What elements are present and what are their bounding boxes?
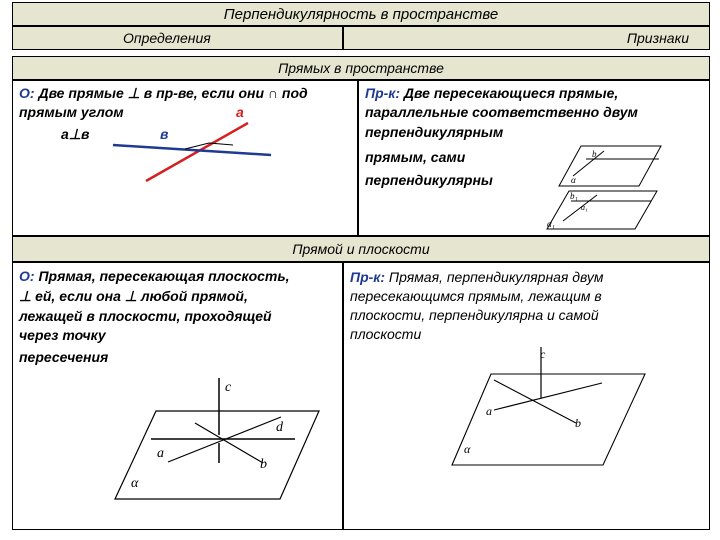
definition2-line1: Прямая, пересекающая плоскость, (34, 268, 290, 284)
line-plane-sign-figure (344, 263, 711, 531)
column-header-signs (343, 26, 710, 50)
definition-line2: прямым углом (19, 104, 124, 120)
right-label-a: a (486, 404, 492, 418)
definition2-line2: ⊥ ей, если она ⊥ любой прямой, (19, 288, 248, 304)
lower-label-alpha1: α₁ (547, 219, 555, 229)
plane-alpha-left (115, 411, 319, 499)
title-bar (12, 2, 710, 26)
section-header-lines (12, 56, 710, 80)
perpendicular-lines-figure (13, 81, 359, 237)
sign2-prefix: Пр-к: (350, 269, 386, 285)
right-label-alpha: α (464, 442, 471, 456)
definition2-line5: пересечения (19, 349, 109, 365)
sign2-line3: плоскости, перпендикулярна и самой (350, 307, 599, 323)
sign2-line4: плоскости (350, 326, 422, 342)
upper-label-b: b (592, 149, 597, 159)
plane-alpha1 (547, 191, 657, 229)
left-label-a: a (157, 446, 164, 461)
sign-line5: перпендикулярны (365, 172, 493, 188)
lower-label-a1: a₁ (581, 203, 588, 212)
lower-line-a1 (563, 195, 597, 221)
sign2-line1: Прямая, перпендикулярная двум (385, 269, 604, 285)
sign-line2: параллельные соответственно двум (365, 104, 638, 120)
sign-line4: прямым, сами (365, 149, 466, 165)
section2-title: Прямой и плоскости (292, 241, 430, 257)
line-a-right (494, 383, 602, 410)
label-b: в (160, 126, 169, 142)
definition-line1: Две прямые ⊥ в пр-ве, если они ∩ под (34, 85, 308, 101)
lines-definition-cell (12, 80, 358, 236)
column-header-right: Признаки (626, 30, 689, 46)
section1-title: Прямых в пространстве (278, 60, 444, 76)
definition2-prefix: О: (19, 268, 35, 284)
definition-prefix: О: (19, 85, 35, 101)
left-label-c: c (225, 380, 232, 395)
column-header-definitions (12, 26, 343, 50)
plane-alpha-right (452, 374, 645, 465)
right-label-b: b (575, 416, 581, 430)
right-label-c: c (540, 347, 546, 361)
upper-label-alpha: α (571, 175, 576, 185)
notation-a-perp-b: а⊥в (61, 126, 90, 142)
lines-sign-cell (358, 80, 710, 236)
definition2-line4: через точку (19, 327, 106, 343)
line-b-left (195, 423, 263, 463)
line-plane-definition-figure (13, 263, 344, 531)
sign-line1: Две пересекающиеся прямые, (400, 85, 619, 101)
left-label-b: b (260, 457, 267, 472)
line-plane-definition-cell (12, 262, 343, 530)
section-header-line-plane (12, 236, 710, 262)
label-a: а (236, 104, 244, 120)
line-b-right (494, 380, 576, 423)
page-title: Перпендикулярность в пространстве (223, 5, 499, 23)
lower-label-b1: b₁ (570, 191, 578, 201)
parallel-planes-figure (359, 81, 711, 237)
sign-prefix: Пр-к: (365, 85, 401, 101)
left-label-alpha: α (131, 476, 139, 491)
definition2-line3: лежащей в плоскости, проходящей (19, 308, 272, 324)
column-header-left: Определения (123, 30, 211, 46)
sign-line3: перпендикулярным (365, 124, 504, 140)
line-plane-sign-cell (343, 262, 710, 530)
upper-line-a (573, 151, 604, 176)
sign2-line2: пересекающимся прямым, лежащим в (350, 288, 602, 304)
left-label-d: d (276, 420, 283, 435)
